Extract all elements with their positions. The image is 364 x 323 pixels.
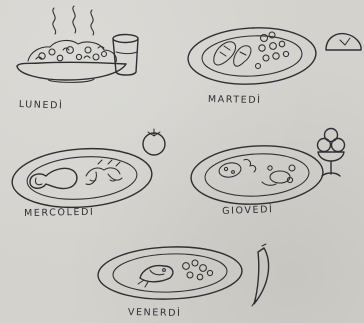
day-label-wednesday: MERCOLEDÌ [24, 206, 95, 219]
glass-icon [113, 35, 138, 76]
cheese-icon [326, 34, 361, 50]
fish-icon [138, 266, 173, 287]
day-label-tuesday: MARTEDÌ [207, 94, 262, 106]
chicken-leg-icon [30, 168, 77, 188]
thursday-plate-icon [190, 143, 325, 208]
day-label-friday: VENERDÌ [127, 307, 182, 319]
steam-icon [53, 6, 94, 35]
banana-icon [252, 244, 269, 306]
tomato-icon [143, 129, 165, 155]
day-label-monday: LUNEDÌ [18, 99, 64, 112]
day-label-thursday: GIOVEDÌ [222, 204, 274, 217]
ice-cream-cup-icon [318, 129, 345, 177]
salad-garnish-icon [86, 160, 122, 184]
pasta-bowl-icon [17, 40, 126, 82]
friday-plate-icon [97, 245, 243, 302]
garnish-icon [183, 260, 213, 280]
tuesday-plate-icon [187, 25, 318, 88]
